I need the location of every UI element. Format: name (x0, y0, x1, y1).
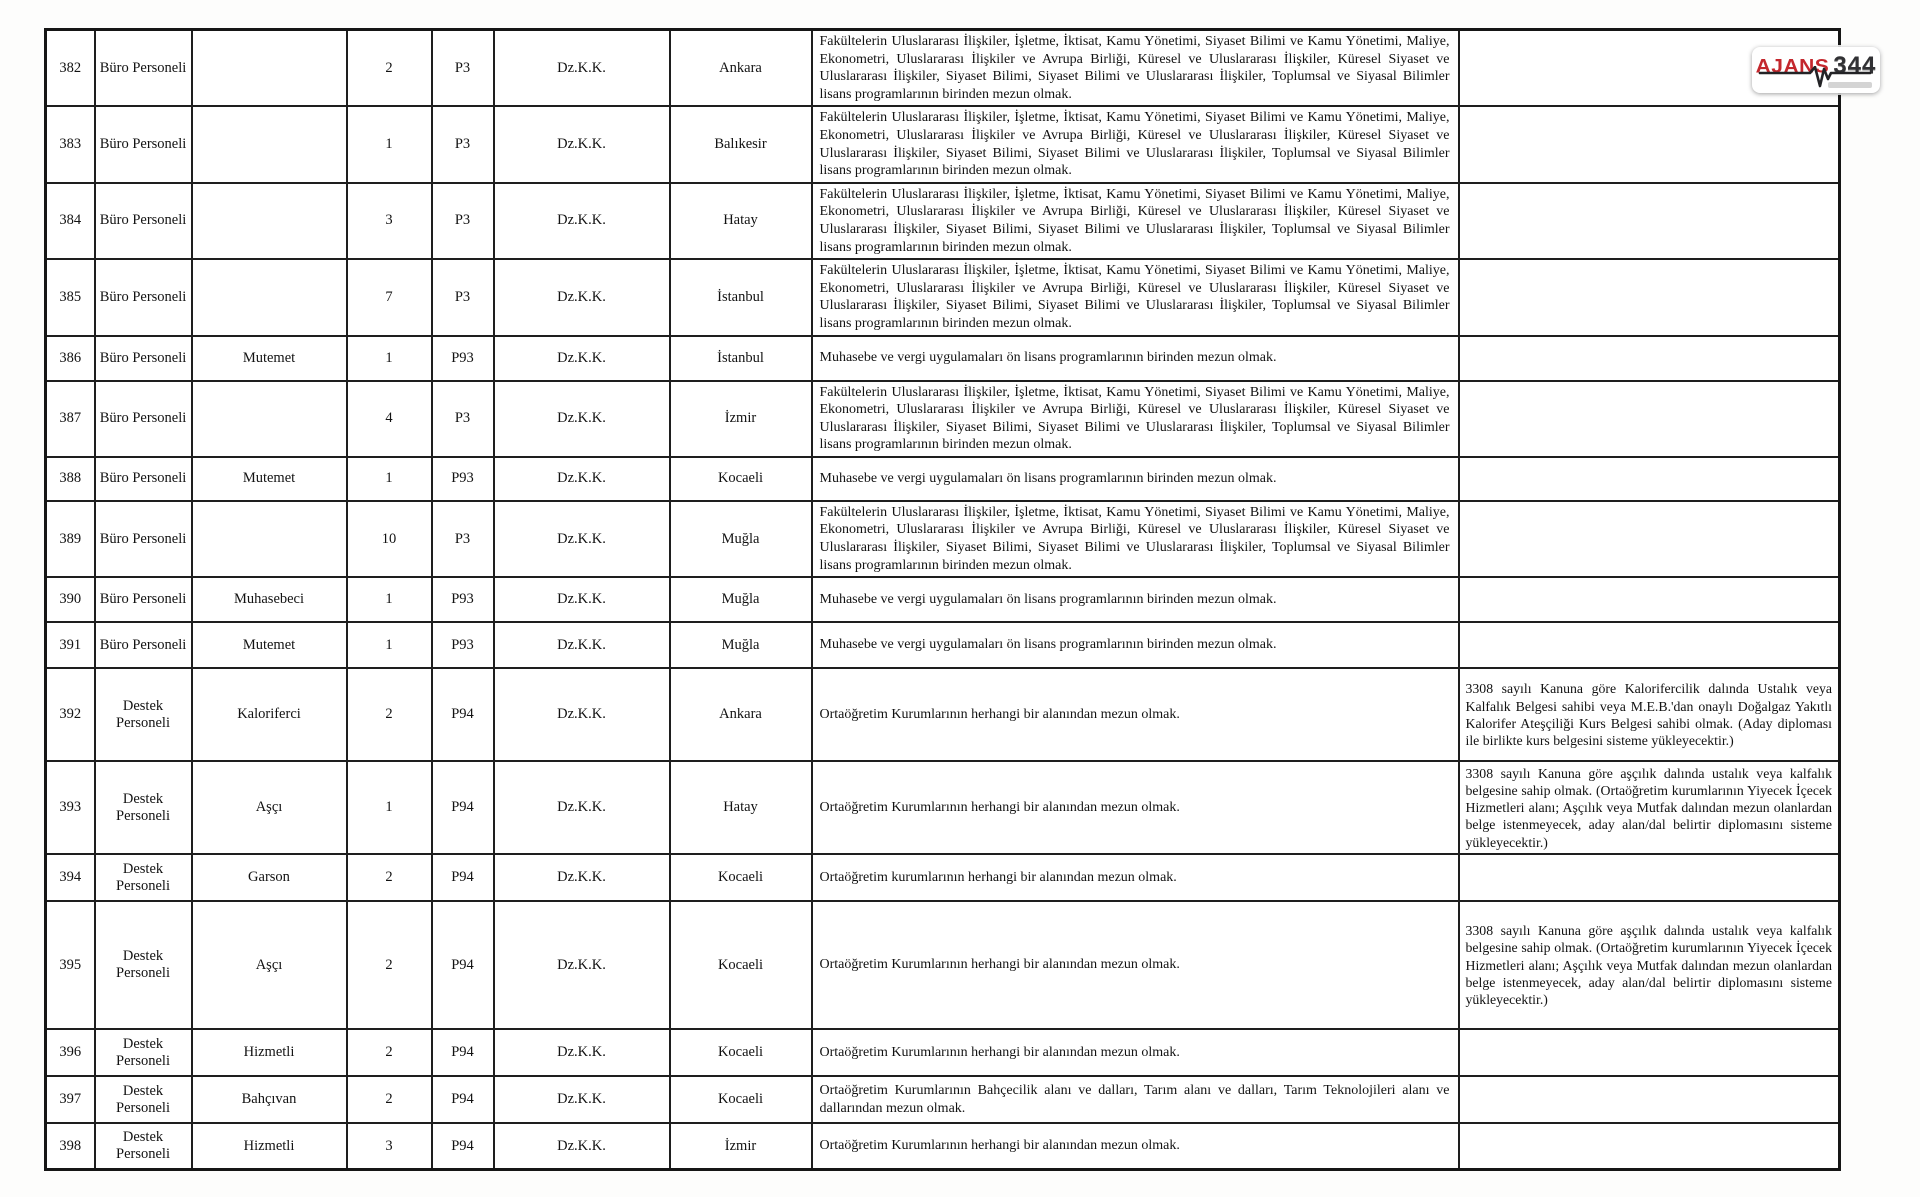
note-cell (1459, 259, 1840, 335)
requirement-cell: Fakültelerin Uluslararası İlişkiler, İşletme, İktisat, Kamu Yönetimi, Siyaset Bilimi ve Kamu Yönetimi, Maliye, Ekonometri, Uluslararası İlişkiler ve Avrupa Birliği, Küresel ve Uluslararası İlişkiler, Küresel Siyaset ve Uluslararası İlişkiler, Siyaset Bilimi, Siyaset Bilimi ve Uluslararası İlişkiler, Toplumsal ve Siyasal Bilimler lisans programlarının birinden mezun olmak. (812, 30, 1459, 107)
count-cell: 7 (347, 259, 432, 335)
note-cell (1459, 336, 1840, 381)
requirement-cell: Ortaöğretim Kurumlarının herhangi bir alanından mezun olmak. (812, 668, 1459, 761)
count-cell: 2 (347, 30, 432, 107)
table-row (46, 622, 1840, 668)
count-cell: 2 (347, 854, 432, 901)
city-cell: Kocaeli (670, 901, 812, 1029)
note-cell (1459, 622, 1840, 668)
count-cell: 1 (347, 106, 432, 182)
table-row (46, 1029, 1840, 1076)
table-row (46, 1076, 1840, 1123)
exam-code-cell: P94 (432, 1123, 494, 1169)
ajans344-logo (1752, 47, 1880, 93)
branch-cell (192, 381, 347, 457)
unit-cell: Dz.K.K. (494, 106, 670, 182)
table-row (46, 30, 1840, 107)
row-number-cell: 397 (46, 1076, 95, 1123)
requirement-cell: Ortaöğretim Kurumlarının herhangi bir alanından mezun olmak. (812, 761, 1459, 854)
position-cell: Büro Personeli (95, 183, 192, 259)
count-cell: 4 (347, 381, 432, 457)
note-cell (1459, 501, 1840, 577)
count-cell: 1 (347, 577, 432, 622)
table-row (46, 761, 1840, 854)
exam-code-cell: P93 (432, 457, 494, 501)
count-cell: 1 (347, 761, 432, 854)
count-cell: 2 (347, 1029, 432, 1076)
branch-cell: Hizmetli (192, 1029, 347, 1076)
note-cell (1459, 577, 1840, 622)
unit-cell: Dz.K.K. (494, 381, 670, 457)
position-cell: Destek Personeli (95, 1123, 192, 1169)
branch-cell (192, 106, 347, 182)
table-row (46, 501, 1840, 577)
count-cell: 10 (347, 501, 432, 577)
note-cell (1459, 1076, 1840, 1123)
note-cell (1459, 183, 1840, 259)
branch-cell: Muhasebeci (192, 577, 347, 622)
row-number-cell: 394 (46, 854, 95, 901)
city-cell: Ankara (670, 668, 812, 761)
personnel-table (44, 28, 1841, 1171)
requirement-cell: Fakültelerin Uluslararası İlişkiler, İşletme, İktisat, Kamu Yönetimi, Siyaset Bilimi ve Kamu Yönetimi, Maliye, Ekonometri, Uluslararası İlişkiler ve Avrupa Birliği, Küresel ve Uluslararası İlişkiler, Küresel Siyaset ve Uluslararası İlişkiler, Siyaset Bilimi, Siyaset Bilimi ve Uluslararası İlişkiler, Toplumsal ve Siyasal Bilimler lisans programlarının birinden mezun olmak. (812, 501, 1459, 577)
row-number-cell: 390 (46, 577, 95, 622)
unit-cell: Dz.K.K. (494, 457, 670, 501)
note-cell (1459, 457, 1840, 501)
row-number-cell: 385 (46, 259, 95, 335)
count-cell: 1 (347, 622, 432, 668)
unit-cell: Dz.K.K. (494, 1123, 670, 1169)
unit-cell: Dz.K.K. (494, 577, 670, 622)
unit-cell: Dz.K.K. (494, 336, 670, 381)
city-cell: Kocaeli (670, 1029, 812, 1076)
unit-cell: Dz.K.K. (494, 501, 670, 577)
requirement-cell: Fakültelerin Uluslararası İlişkiler, İşletme, İktisat, Kamu Yönetimi, Siyaset Bilimi ve Kamu Yönetimi, Maliye, Ekonometri, Uluslararası İlişkiler ve Avrupa Birliği, Küresel ve Uluslararası İlişkiler, Küresel Siyaset ve Uluslararası İlişkiler, Siyaset Bilimi, Siyaset Bilimi ve Uluslararası İlişkiler, Toplumsal ve Siyasal Bilimler lisans programlarının birinden mezun olmak. (812, 106, 1459, 182)
table-row (46, 259, 1840, 335)
note-cell (1459, 1123, 1840, 1169)
row-number-cell: 382 (46, 30, 95, 107)
unit-cell: Dz.K.K. (494, 854, 670, 901)
table-row (46, 457, 1840, 501)
row-number-cell: 398 (46, 1123, 95, 1169)
city-cell: Muğla (670, 577, 812, 622)
city-cell: Muğla (670, 622, 812, 668)
branch-cell: Mutemet (192, 622, 347, 668)
note-cell (1459, 854, 1840, 901)
count-cell: 3 (347, 1123, 432, 1169)
position-cell: Büro Personeli (95, 336, 192, 381)
branch-cell: Kaloriferci (192, 668, 347, 761)
requirement-cell: Ortaöğretim Kurumlarının herhangi bir alanından mezun olmak. (812, 901, 1459, 1029)
position-cell: Destek Personeli (95, 854, 192, 901)
unit-cell: Dz.K.K. (494, 901, 670, 1029)
logo-subtext-blur (1828, 82, 1872, 88)
requirement-cell: Ortaöğretim Kurumlarının herhangi bir alanından mezun olmak. (812, 1123, 1459, 1169)
table-row (46, 577, 1840, 622)
exam-code-cell: P94 (432, 1029, 494, 1076)
position-cell: Büro Personeli (95, 259, 192, 335)
logo-text-344: 344 (1833, 52, 1877, 79)
row-number-cell: 395 (46, 901, 95, 1029)
branch-cell: Bahçıvan (192, 1076, 347, 1123)
row-number-cell: 387 (46, 381, 95, 457)
branch-cell: Mutemet (192, 336, 347, 381)
exam-code-cell: P3 (432, 501, 494, 577)
table-row (46, 901, 1840, 1029)
table-row (46, 668, 1840, 761)
exam-code-cell: P94 (432, 668, 494, 761)
position-cell: Destek Personeli (95, 1076, 192, 1123)
exam-code-cell: P93 (432, 622, 494, 668)
row-number-cell: 396 (46, 1029, 95, 1076)
note-cell: 3308 sayılı Kanuna göre Kalorifercilik dalında Ustalık veya Kalfalık Belgesi sahibi veya M.E.B.'dan onaylı Doğalgaz Yakıtlı Kalorifer Ateşçiliği Kurs Belgesi sahibi olmak. (Aday diploması ile birlikte kurs belgesini sisteme yükleyecektir.) (1459, 668, 1840, 761)
branch-cell: Hizmetli (192, 1123, 347, 1169)
exam-code-cell: P94 (432, 1076, 494, 1123)
logo-text-ajans: AJANS (1755, 55, 1830, 77)
position-cell: Destek Personeli (95, 761, 192, 854)
row-number-cell: 391 (46, 622, 95, 668)
position-cell: Destek Personeli (95, 901, 192, 1029)
position-cell: Büro Personeli (95, 622, 192, 668)
requirement-cell: Muhasebe ve vergi uygulamaları ön lisans programlarının birinden mezun olmak. (812, 577, 1459, 622)
requirement-cell: Fakültelerin Uluslararası İlişkiler, İşletme, İktisat, Kamu Yönetimi, Siyaset Bilimi ve Kamu Yönetimi, Maliye, Ekonometri, Uluslararası İlişkiler ve Avrupa Birliği, Küresel ve Uluslararası İlişkiler, Küresel Siyaset ve Uluslararası İlişkiler, Siyaset Bilimi, Siyaset Bilimi ve Uluslararası İlişkiler, Toplumsal ve Siyasal Bilimler lisans programlarının birinden mezun olmak. (812, 259, 1459, 335)
branch-cell (192, 30, 347, 107)
position-cell: Destek Personeli (95, 668, 192, 761)
city-cell: Kocaeli (670, 1076, 812, 1123)
requirement-cell: Ortaöğretim Kurumlarının herhangi bir alanından mezun olmak. (812, 1029, 1459, 1076)
requirement-cell: Ortaöğretim Kurumlarının Bahçecilik alanı ve dalları, Tarım alanı ve dalları, Tarım Teknolojileri alanı ve dallarından mezun olmak. (812, 1076, 1459, 1123)
exam-code-cell: P3 (432, 30, 494, 107)
unit-cell: Dz.K.K. (494, 668, 670, 761)
branch-cell (192, 183, 347, 259)
exam-code-cell: P94 (432, 761, 494, 854)
position-cell: Büro Personeli (95, 457, 192, 501)
city-cell: Hatay (670, 183, 812, 259)
branch-cell (192, 501, 347, 577)
table-body (46, 30, 1840, 1170)
count-cell: 2 (347, 901, 432, 1029)
city-cell: İzmir (670, 1123, 812, 1169)
branch-cell: Garson (192, 854, 347, 901)
requirement-cell: Muhasebe ve vergi uygulamaları ön lisans programlarının birinden mezun olmak. (812, 336, 1459, 381)
exam-code-cell: P94 (432, 854, 494, 901)
position-cell: Büro Personeli (95, 30, 192, 107)
row-number-cell: 389 (46, 501, 95, 577)
count-cell: 2 (347, 668, 432, 761)
row-number-cell: 386 (46, 336, 95, 381)
row-number-cell: 393 (46, 761, 95, 854)
position-cell: Büro Personeli (95, 577, 192, 622)
note-cell (1459, 381, 1840, 457)
city-cell: İstanbul (670, 336, 812, 381)
city-cell: Kocaeli (670, 854, 812, 901)
row-number-cell: 383 (46, 106, 95, 182)
branch-cell (192, 259, 347, 335)
note-cell (1459, 1029, 1840, 1076)
requirement-cell: Muhasebe ve vergi uygulamaları ön lisans programlarının birinden mezun olmak. (812, 457, 1459, 501)
exam-code-cell: P3 (432, 381, 494, 457)
city-cell: İzmir (670, 381, 812, 457)
branch-cell: Mutemet (192, 457, 347, 501)
table-row (46, 336, 1840, 381)
exam-code-cell: P3 (432, 259, 494, 335)
city-cell: Kocaeli (670, 457, 812, 501)
unit-cell: Dz.K.K. (494, 1076, 670, 1123)
table-row (46, 381, 1840, 457)
unit-cell: Dz.K.K. (494, 622, 670, 668)
exam-code-cell: P94 (432, 901, 494, 1029)
table-row (46, 1123, 1840, 1169)
branch-cell: Aşçı (192, 901, 347, 1029)
requirement-cell: Ortaöğretim kurumlarının herhangi bir alanından mezun olmak. (812, 854, 1459, 901)
unit-cell: Dz.K.K. (494, 183, 670, 259)
position-cell: Büro Personeli (95, 381, 192, 457)
exam-code-cell: P93 (432, 577, 494, 622)
position-cell: Büro Personeli (95, 106, 192, 182)
city-cell: Muğla (670, 501, 812, 577)
unit-cell: Dz.K.K. (494, 761, 670, 854)
note-cell: 3308 sayılı Kanuna göre aşçılık dalında ustalık veya kalfalık belgesine sahip olmak. (Ortaöğretim kurumlarının Yiyecek İçecek Hizmetleri alanı; Aşçılık veya Mutfak dalından mezun olanlardan belge istenmeyecek, aday alan/dal belirtir diplomasını sisteme yükleyecektir.) (1459, 901, 1840, 1029)
table-row (46, 854, 1840, 901)
row-number-cell: 388 (46, 457, 95, 501)
exam-code-cell: P3 (432, 106, 494, 182)
position-cell: Destek Personeli (95, 1029, 192, 1076)
city-cell: Ankara (670, 30, 812, 107)
requirement-cell: Muhasebe ve vergi uygulamaları ön lisans programlarının birinden mezun olmak. (812, 622, 1459, 668)
count-cell: 2 (347, 1076, 432, 1123)
note-cell (1459, 106, 1840, 182)
position-cell: Büro Personeli (95, 501, 192, 577)
note-cell: 3308 sayılı Kanuna göre aşçılık dalında ustalık veya kalfalık belgesine sahip olmak. (Ortaöğretim kurumlarının Yiyecek İçecek Hizmetleri alanı; Aşçılık veya Mutfak dalından mezun olanlardan belge istenmeyecek, aday alan/dal belirtir diplomasını sisteme yükleyecektir.) (1459, 761, 1840, 854)
city-cell: İstanbul (670, 259, 812, 335)
requirement-cell: Fakültelerin Uluslararası İlişkiler, İşletme, İktisat, Kamu Yönetimi, Siyaset Bilimi ve Kamu Yönetimi, Maliye, Ekonometri, Uluslararası İlişkiler ve Avrupa Birliği, Küresel ve Uluslararası İlişkiler, Küresel Siyaset ve Uluslararası İlişkiler, Siyaset Bilimi, Siyaset Bilimi ve Uluslararası İlişkiler, Toplumsal ve Siyasal Bilimler lisans programlarının birinden mezun olmak. (812, 381, 1459, 457)
count-cell: 1 (347, 457, 432, 501)
unit-cell: Dz.K.K. (494, 30, 670, 107)
table-row (46, 183, 1840, 259)
city-cell: Balıkesir (670, 106, 812, 182)
unit-cell: Dz.K.K. (494, 1029, 670, 1076)
table-row (46, 106, 1840, 182)
count-cell: 1 (347, 336, 432, 381)
row-number-cell: 392 (46, 668, 95, 761)
count-cell: 3 (347, 183, 432, 259)
city-cell: Hatay (670, 761, 812, 854)
exam-code-cell: P3 (432, 183, 494, 259)
exam-code-cell: P93 (432, 336, 494, 381)
requirement-cell: Fakültelerin Uluslararası İlişkiler, İşletme, İktisat, Kamu Yönetimi, Siyaset Bilimi ve Kamu Yönetimi, Maliye, Ekonometri, Uluslararası İlişkiler ve Avrupa Birliği, Küresel ve Uluslararası İlişkiler, Küresel Siyaset ve Uluslararası İlişkiler, Siyaset Bilimi, Siyaset Bilimi ve Uluslararası İlişkiler, Toplumsal ve Siyasal Bilimler lisans programlarının birinden mezun olmak. (812, 183, 1459, 259)
row-number-cell: 384 (46, 183, 95, 259)
unit-cell: Dz.K.K. (494, 259, 670, 335)
branch-cell: Aşçı (192, 761, 347, 854)
